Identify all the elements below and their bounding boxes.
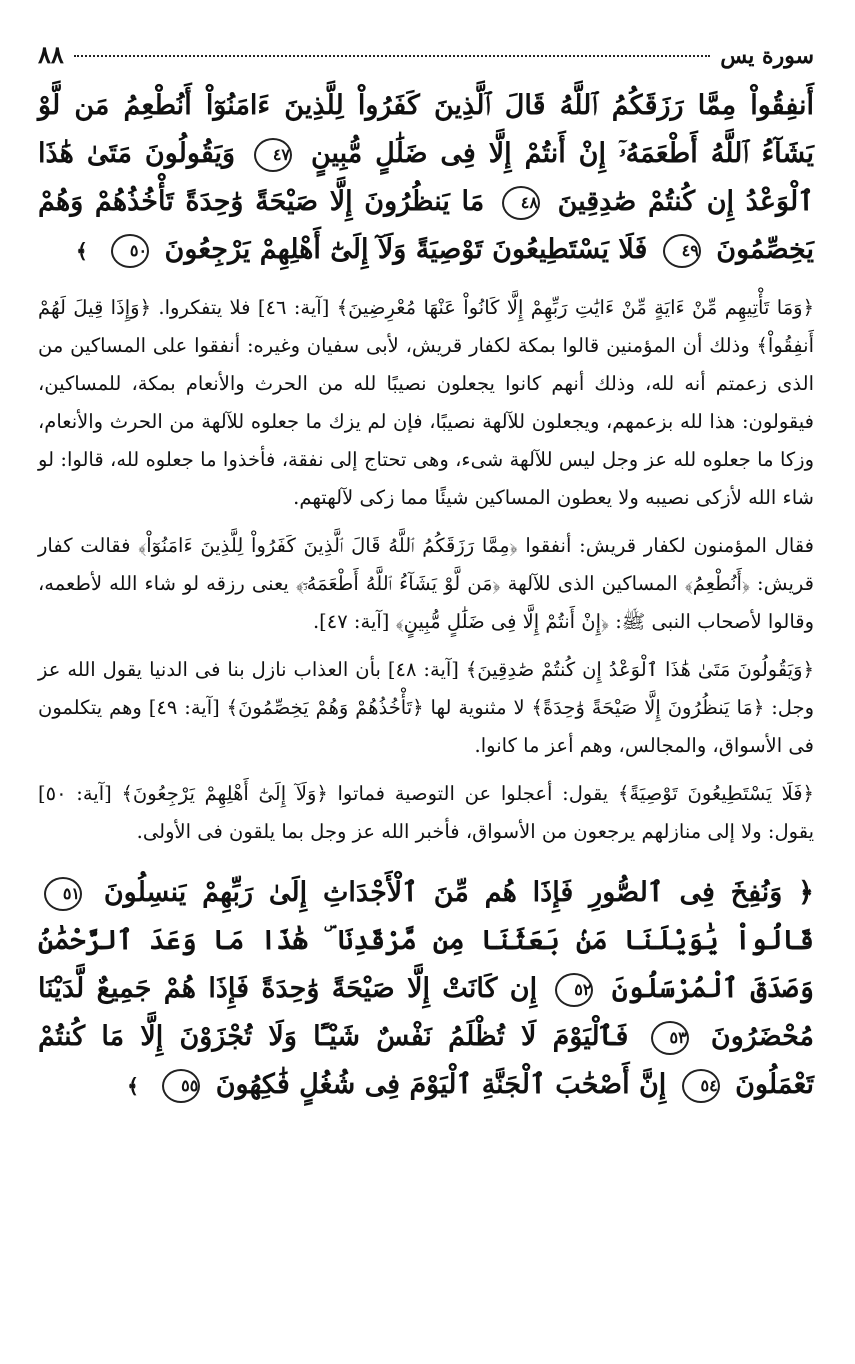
- ayah-number-49: ٤٩: [663, 234, 701, 268]
- tafsir-paragraph-1: ﴿وَمَا تَأْتِيهِم مِّنْ ءَايَةٍ مِّنْ ءَايَٰتِ رَبِّهِمْ إِلَّا كَانُواْ عَنْهَا مُعْرِضِينَ﴾ [آية: ٤٦] فلا يتفكروا. ﴿وَإِذَا قِيلَ لَهُمْ أَنفِقُواْ﴾ وذلك أن المؤمنين قالوا بمكة لكفار قريش، لأبى سفيان وغيره: أنفقوا على المساكين من الذى زعمتم أنه لله، وذلك أنهم كانوا يجعلون نصيبًا لله من الحرث والأنعام بمكة، للمساكين، فيقولون: هذا لله بزعمهم، ويجعلون للآلهة نصيبًا، فإن لم يزك ما جعلوه للآلهة من الحرث والأنعام، وزكا ما جعلوه لله عز وجل ليس للآلهة شىء، وهى تحتاج إلى نفقة، فأخذوا ما جعلوه لله، قالوا: لو شاء الله لأزكى نصيبه ولا يعطون المساكين شيئًا مما زكى لآلهتهم.: [38, 296, 814, 509]
- verse-48-text: وَيَقُولُونَ مَتَىٰ هَٰذَا ٱلْوَعْدُ إِن كُنتُمْ صَٰدِقِينَ: [38, 138, 814, 217]
- tafsir-paragraph-3: ﴿وَيَقُولُونَ مَتَىٰ هَٰذَا ٱلْوَعْدُ إِن كُنتُمْ صَٰدِقِينَ﴾ [آية: ٤٨] بأن العذاب نازل بنا فى الدنيا يقول الله عز وجل: ﴿مَا يَنظُرُونَ إِلَّا صَيْحَةً وَٰحِدَةً﴾ لا مثنوية لها ﴿تَأْخُذُهُمْ وَهُمْ يَخِصِّمُونَ﴾ [آية: ٤٩] وهم يتكلمون فى الأسواق، والمجالس، وهم أعز ما كانوا.: [38, 658, 815, 757]
- verse-47-text: أَنفِقُواْ مِمَّا رَزَقَكُمُ ٱللَّهُ قَالَ ٱلَّذِينَ كَفَرُواْ لِلَّذِينَ ءَامَنُوٓاْ أَنُطْعِمُ مَن لَّوْ يَشَآءُ ٱللَّهُ أَطْعَمَهُۥٓ إِنْ أَنتُمْ إِلَّا فِى ضَلَٰلٍ مُّبِينٍ: [38, 90, 814, 169]
- ayah-number-54: ٥٤: [682, 1069, 720, 1103]
- verse-49-text: مَا يَنظُرُونَ إِلَّا صَيْحَةً وَٰحِدَةً تَأْخُذُهُمْ وَهُمْ يَخِصِّمُونَ: [38, 186, 814, 265]
- ayah-number-52: ٥٢: [555, 973, 593, 1007]
- ayah-number-48: ٤٨: [502, 186, 540, 220]
- opening-ornament: ﴿: [798, 877, 814, 908]
- tafsir-paragraph-2: فقال المؤمنون لكفار قريش: أنفقوا ﴿مِمَّا رَزَقَكُمُ ٱللَّهُ قَالَ ٱلَّذِينَ كَفَرُواْ لِلَّذِينَ ءَامَنُوٓاْ﴾ فقالت كفار قريش: ﴿أَنُطْعِمُ﴾ المساكين الذى للآلهة ﴿مَن لَّوْ يَشَآءُ ٱللَّهُ أَطْعَمَهُۥٓ﴾ يعنى رزقه لو شاء الله لأطعمه، وقالوا لأصحاب النبى ﷺ: ﴿إِنْ أَنتُمْ إِلَّا فِى ضَلَٰلٍ مُّبِينٍ﴾ [آية: ٤٧].: [38, 534, 814, 633]
- tafsir-paragraph-4: ﴿فَلَا يَسْتَطِيعُونَ تَوْصِيَةً﴾ يقول: أعجلوا عن التوصية فماتوا ﴿وَلَآ إِلَىٰٓ أَهْلِهِمْ يَرْجِعُونَ﴾ [آية: ٥٠] يقول: ولا إلى منازلهم يرجعون من الأسواق، فأخبر الله عز وجل بما يلقون فى الأولى.: [38, 782, 814, 843]
- verse-53-text: إِن كَانَتْ إِلَّا صَيْحَةً وَٰحِدَةً فَإِذَا هُمْ جَمِيعٌ لَّدَيْنَا مُحْضَرُونَ: [38, 973, 814, 1052]
- verse-54-text: فَٱلْيَوْمَ لَا تُظْلَمُ نَفْسٌ شَيْـًٔا وَلَا تُجْزَوْنَ إِلَّا مَا كُنتُمْ تَعْمَلُونَ: [38, 1021, 814, 1100]
- verse-50-text: فَلَا يَسْتَطِيعُونَ تَوْصِيَةً وَلَآ إِلَىٰٓ أَهْلِهِمْ يَرْجِعُونَ: [164, 234, 648, 265]
- closing-ornament: ﴾: [75, 239, 88, 263]
- quran-verses-46-50: [38, 82, 814, 275]
- ayah-number-51: ٥١: [44, 877, 82, 911]
- ayah-number-55: ٥٥: [162, 1069, 200, 1103]
- surah-title: سورة يس: [720, 43, 814, 69]
- verse-52-text: قَالُواْ يَٰوَيْلَنَا مَنۢ بَعَثَنَا مِن مَّرْقَدِنَا ۜ هَٰذَا مَا وَعَدَ ٱلرَّحْمَٰنُ وَصَدَقَ ٱلْمُرْسَلُونَ: [38, 925, 815, 1004]
- page-number: ٨٨: [38, 40, 64, 69]
- ayah-number-47: ٤٧: [254, 138, 292, 172]
- ayah-number-53: ٥٣: [651, 1021, 689, 1055]
- book-page: [38, 40, 814, 1110]
- header-dotted-leader: [74, 55, 710, 57]
- closing-ornament: ﴾: [127, 1074, 139, 1098]
- ayah-number-50: ٥٠: [111, 234, 149, 268]
- verse-51-text: وَنُفِخَ فِى ٱلصُّورِ فَإِذَا هُم مِّنَ ٱلْأَجْدَاثِ إِلَىٰ رَبِّهِمْ يَنسِلُونَ: [103, 877, 783, 908]
- quran-verses-51-55: [38, 869, 814, 1110]
- verse-55-text: إِنَّ أَصْحَٰبَ ٱلْجَنَّةِ ٱلْيَوْمَ فِى شُغُلٍ فَٰكِهُونَ: [215, 1069, 667, 1100]
- page-header: [38, 40, 814, 74]
